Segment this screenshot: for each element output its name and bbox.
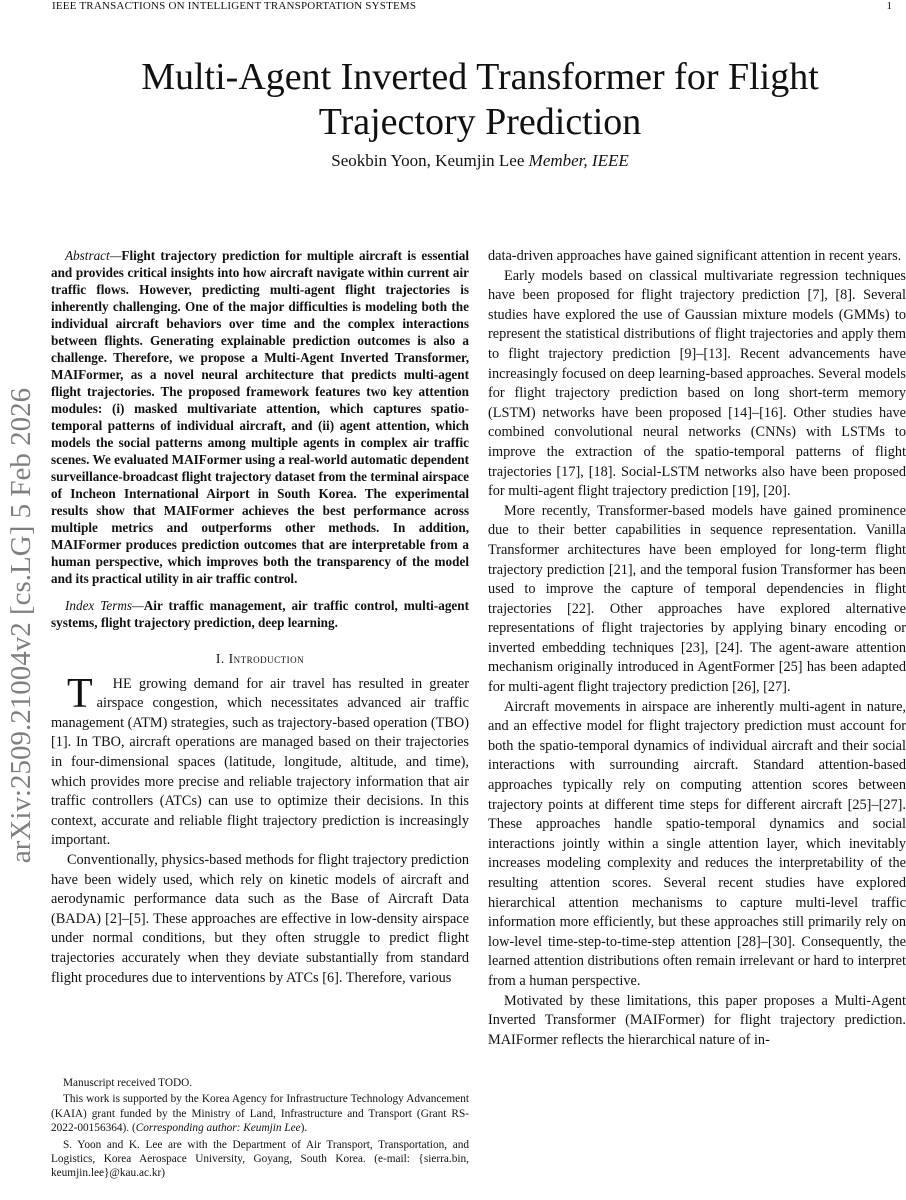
intro-smallcaps: HE <box>112 675 132 692</box>
intro-paragraph-6: Motivated by these limitations, this paper proposes a Multi-Agent Inverted Transformer (MAIFormer) for flight trajectory prediction. MAIFormer reflects the hierarchical nature of in- <box>488 992 906 1048</box>
footnotes <box>51 1076 469 1181</box>
section-number: I. <box>215 651 225 666</box>
running-header: IEEE TRANSACTIONS ON INTELLIGENT TRANSPORTATION SYSTEMS <box>52 0 417 12</box>
abstract-text: Flight trajectory prediction for multiple aircraft is essential and provides critical insights into how aircraft navigate within current air traffic flows. However, predicting multi-agent flight trajectories is inherently challenging. One of the major difficulties is modeling both the individual aircraft behaviors over time and the complex interactions between flights. Generating explainable prediction outcomes is also a challenge. Therefore, we propose a Multi-Agent Inverted Transformer, MAIFormer, as a novel neural architecture that predicts multi-agent flight trajectories. The proposed framework features two key attention modules: (i) masked multivariate attention, which captures spatio-temporal patterns of individual aircraft, and (ii) agent attention, which models the social patterns among multiple agents in complex air traffic scenes. We evaluated MAIFormer using a real-world automatic dependent surveillance-broadcast flight trajectory dataset from the terminal airspace of Incheon International Airport in South Korea. The experimental results show that MAIFormer achieves the best performance across multiple metrics and outperforms other methods. In addition, MAIFormer produces prediction outcomes that are interpretable from a human perspective, which improves both the transparency of the model and its practical utility in air traffic control. <box>51 248 469 586</box>
author-names: Seokbin Yoon, Keumjin Lee <box>331 151 525 170</box>
footnote-affiliation: S. Yoon and K. Lee are with the Department of Air Transport, Transportation, and Logistics, Korea Aerospace University, Goyang, South Korea. (e-mail: {sierra.bin, keumjin.lee}@kau.ac.kr) <box>51 1138 469 1180</box>
index-terms-text: Air traffic management, air traffic control, multi-agent systems, flight trajectory prediction, deep learning. <box>51 598 469 630</box>
index-terms-label: Index Terms— <box>65 598 144 613</box>
index-terms <box>51 597 469 631</box>
abstract-label: Abstract— <box>65 248 122 263</box>
intro-paragraph-3: Early models based on classical multivariate regression techniques have been proposed for flight trajectory prediction [7], [8]. Several studies have explored the use of Gaussian mixture models (GMMs) to represent the statistical distributions of flight trajectories and apply them to flight trajectory prediction [9]–[13]. Recent advancements have increasingly focused on deep learning-based approaches. Several models for flight trajectory prediction based on long short-term memory (LSTM) networks have been proposed [14]–[16]. Other studies have combined convolutional neural networks (CNNs) with LSTMs to improve the extraction of the spatio-temporal patterns of flight trajectories [17], [18]. Social-LSTM networks also have been proposed for multi-agent flight trajectory prediction [19], [20]. <box>488 267 906 500</box>
footnote-support-text: This work is supported by the Korea Agency for Infrastructure Technology Advancement (KAIA) grant funded by the Ministry of Land, Infrastructure and Transport (Grant RS-2022-00156364). ( <box>51 1093 469 1135</box>
intro-paragraph-1 <box>51 670 469 851</box>
arxiv-stamp-container <box>2 335 42 915</box>
author-line <box>40 151 906 171</box>
title-line-2: Trajectory Prediction <box>318 101 642 143</box>
footnote-corresponding: Corresponding author: Keumjin Lee <box>135 1122 301 1135</box>
intro-paragraph-4: More recently, Transformer-based models have gained prominence due to their better capabilities in sequence representation. Vanilla Transformer architectures have been employed for long-term flight trajectory prediction [21], and the temporal fusion Transformer has been used to improve the capture of temporal dependencies in flight trajectories [22]. Other approaches have explored alternative representations of flight trajectories by applying binary encoding or inverted embedding techniques [23], [24]. The agent-aware attention mechanism originally introduced in AgentFormer [25] has been adapted for multi-agent flight trajectory prediction [26], [27]. <box>488 502 906 696</box>
author-membership: Member, IEEE <box>528 151 629 170</box>
intro-p1-text: growing demand for air travel has resulted in greater airspace congestion, which necessitates advanced air traffic management (ATM) strategies, such as trajectory-based operation (TBO) [1]. In TBO, aircraft operations are managed based on their trajectories in four-dimensional spaces (latitude, longitude, altitude, and time), which provides more precise and reliable trajectory information that air traffic controllers (ATCs) can use to optimize their decisions. In this context, accurate and reliable flight trajectory prediction is increasingly important. <box>51 675 469 849</box>
left-column <box>51 247 469 988</box>
intro-paragraph-2: Conventionally, physics-based methods for flight trajectory prediction have been widely used, which rely on kinetic models of aircraft and aerodynamic performance data such as the Base of Aircraft Data (BADA) [2]–[5]. These approaches are effective in low-density airspace under normal conditions, but they often struggle to predict flight trajectories accurately when they deviate substantially from standard flight procedures due to interventions by ATCs [6]. Therefore, various <box>51 851 469 986</box>
intro-paragraph-2-cont: data-driven approaches have gained significant attention in recent years. <box>488 248 902 264</box>
footnote-support-end: ). <box>300 1122 308 1135</box>
title-line-1: Multi-Agent Inverted Transformer for Flight <box>141 56 819 98</box>
footnote-received: Manuscript received TODO. <box>63 1077 193 1089</box>
footnote-support <box>51 1092 469 1135</box>
paper-title <box>40 55 906 145</box>
dropcap: T <box>67 670 93 717</box>
right-column <box>488 247 906 1050</box>
section-heading <box>51 649 469 669</box>
intro-paragraph-5: Aircraft movements in airspace are inherently multi-agent in nature, and an effective model for flight trajectory prediction must account for both the spatio-temporal dynamics of individual aircraft and their social interactions with surrounding aircraft. Standard attention-based approaches typically rely on computing attention scores between trajectory points at different time steps for different aircraft [25]–[27]. These approaches handle spatio-temporal dynamics and social interactions jointly within a single attention layer, which inevitably increases modeling complexity and reduces the interpretability of the resulting attention scores. Several recent studies have explored hierarchical attention mechanisms to capture multi-level traffic information more efficiently, but these approaches still primarily rely on low-level time-step-to-time-step attention [28]–[30]. Consequently, the learned attention distributions often remain irrelevant or hard to interpret from a human perspective. <box>488 698 906 989</box>
arxiv-stamp: arXiv:2509.21004v2 [cs.LG] 5 Feb 2026 <box>5 387 38 863</box>
page-number: 1 <box>886 0 892 12</box>
abstract <box>51 247 469 587</box>
section-title: Introduction <box>228 651 305 666</box>
